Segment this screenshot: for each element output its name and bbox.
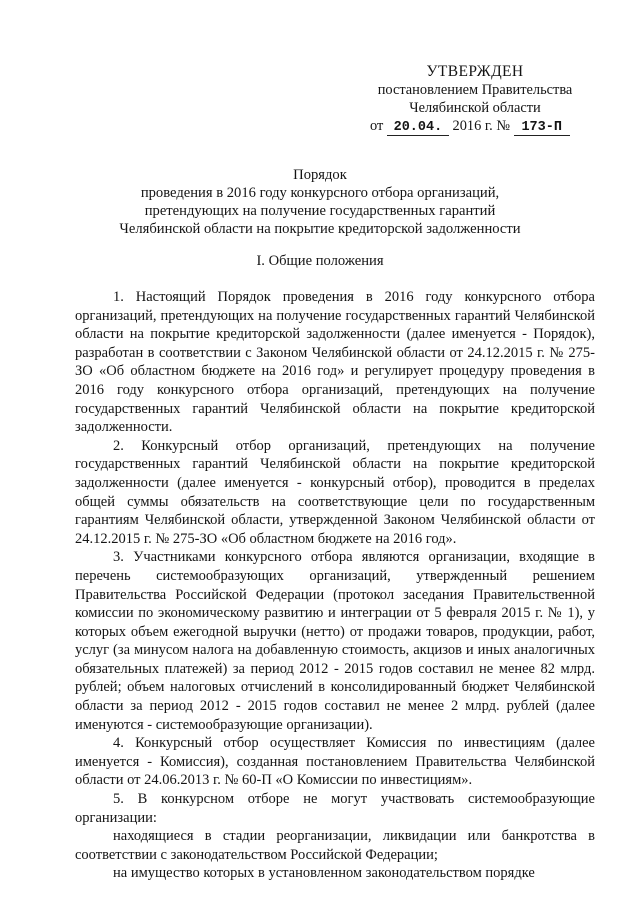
paragraph-5-item-1: находящиеся в стадии реорганизации, ликвидации или банкротства в соответствии с законодательством Российской Федерации; xyxy=(75,828,595,863)
paragraph-3: 3. Участниками конкурсного отбора являются организации, входящие в перечень системообразующих организаций, утвержденный решением Правительства Российской Федерации (протокол заседания Правительственной комиссии по экономическому развитию и интеграции от 5 февраля 2015 г. № 1), у которых объем ежегодной выручки (нетто) от продажи товаров, продукции, работ, услуг (за минусом налога на добавленную стоимость, акцизов и иных аналогичных обязательных платежей) за период 2012 - 2015 годов составил не менее 82 млрд. рублей; объем налоговых отчислений в консолидированный бюджет Челябинской области за период 2012 - 2015 годов составил не менее 2 млрд. рублей (далее именуются - системообразующие организации). xyxy=(75,549,595,733)
approval-block xyxy=(360,63,590,136)
approval-stamp: УТВЕРЖДЕН xyxy=(426,63,524,80)
paragraph-4: 4. Конкурсный отбор осуществляет Комиссия по инвестициям (далее именуется - Комиссия), созданная постановлением Правительства Челябинской области от 24.06.2013 г. № 60-П «О Комиссии по инвестициям». xyxy=(75,735,595,789)
title-line-3: претендующих на получение государственных гарантий xyxy=(144,203,496,219)
paragraph-5-item-2: на имущество которых в установленном законодательством порядке xyxy=(113,865,535,882)
date-year: 2016 г. № xyxy=(452,118,511,134)
paragraph-2: 2. Конкурсный отбор организаций, претендующих на получение государственных гарантий Челябинской области на покрытие кредиторской задолженности (далее именуется - конкурсный отбор), проводится в пределах общей суммы обязательств на соответствующие цели по государственным гарантиям Челябинской области, утвержденной Законом Челябинской области от 24.12.2015 г. № 275-ЗО «Об областном бюджете на 2016 год». xyxy=(75,437,595,547)
paragraph-1: 1. Настоящий Порядок проведения в 2016 году конкурсного отбора организаций, претендующих на получение государственных гарантий Челябинской области на покрытие кредиторской задолженности (далее именуется - Порядок), разработан в соответствии с Законом Челябинской области от 24.12.2015 г. № 275-ЗО «Об областном бюджете на 2016 год» и регулирует процедуру проведения в 2016 году конкурсного отбора организаций, претендующих на получение государственных гарантий Челябинской области на покрытие кредиторской задолженности. xyxy=(75,289,595,436)
document-body xyxy=(75,288,595,883)
title-line-2: проведения в 2016 году конкурсного отбора организаций, xyxy=(140,185,500,201)
approval-dateline xyxy=(360,117,590,136)
approval-line-1: постановлением Правительства xyxy=(377,82,573,98)
approval-line-2: Челябинской области xyxy=(409,100,541,116)
handwritten-number: 173-П xyxy=(514,120,570,136)
section-heading: I. Общие положения xyxy=(256,253,384,269)
document-title xyxy=(70,166,570,238)
handwritten-date: 20.04. xyxy=(387,120,449,136)
date-prefix: от xyxy=(370,118,384,134)
title-line-1: Порядок xyxy=(293,167,347,183)
paragraph-5: 5. В конкурсном отборе не могут участвовать системообразующие организации: xyxy=(75,791,595,826)
title-line-4: Челябинской области на покрытие кредиторской задолженности xyxy=(119,221,521,237)
